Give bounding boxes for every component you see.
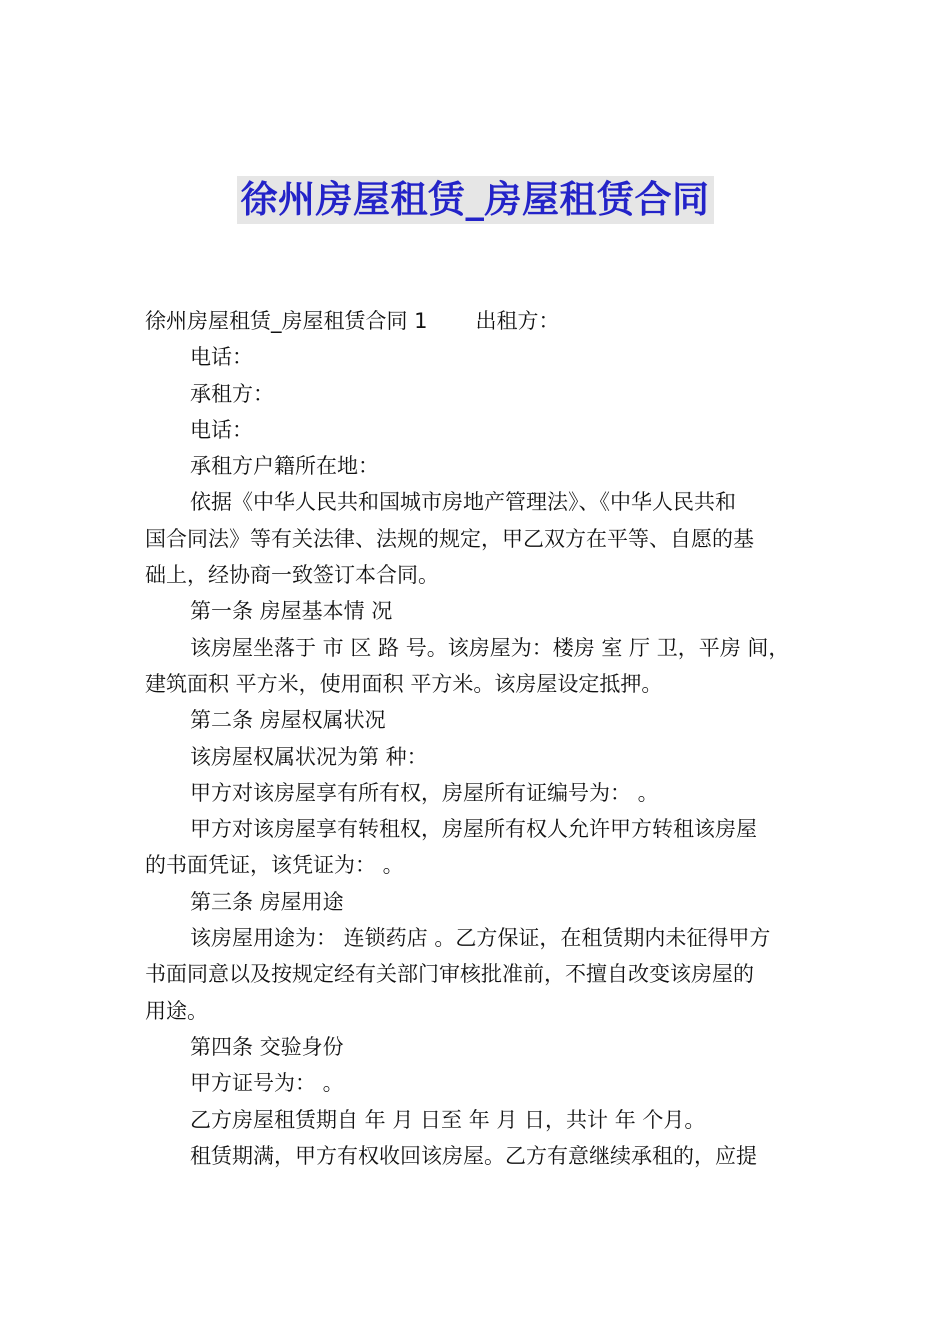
paragraph-line: 用途。 — [145, 998, 208, 1023]
paragraph-line: 乙方房屋租赁期自 年 月 日至 年 月 日，共计 年 个月。 — [190, 1107, 706, 1132]
title-container — [0, 176, 950, 224]
document-title: 徐州房屋租赁_房屋租赁合同 — [237, 176, 714, 224]
paragraph-line: 书面同意以及按规定经有关部门审核批准前，不擅自改变该房屋的 — [145, 962, 754, 987]
paragraph-line: 甲方对该房屋享有所有权，房屋所有证编号为： 。 — [190, 780, 659, 805]
lessor-label: 出租方： — [475, 309, 560, 333]
section-heading: 第二条 房屋权属状况 — [190, 708, 386, 733]
paragraph-line: 电话： — [190, 345, 253, 370]
paragraph-line: 础上，经协商一致签订本合同。 — [145, 563, 439, 588]
paragraph-line: 的书面凭证，该凭证为： 。 — [145, 853, 404, 878]
subtitle: 徐州房屋租赁_房屋租赁合同 1 — [145, 309, 428, 333]
paragraph-line: 依据《中华人民共和国城市房地产管理法》、《中华人民共和 — [190, 490, 736, 515]
heading-line — [145, 303, 810, 339]
paragraph-line: 承租方： — [190, 381, 274, 406]
paragraph-line: 承租方户籍所在地： — [190, 454, 379, 479]
section-heading: 第三条 房屋用途 — [190, 889, 344, 914]
paragraph-line: 甲方证号为： 。 — [190, 1071, 344, 1096]
paragraph-line: 该房屋坐落于 市 区 路 号。该房屋为：楼房 室 厅 卫，平房 间， — [190, 635, 790, 660]
section-heading: 第一条 房屋基本情 况 — [190, 599, 393, 624]
paragraph-line: 该房屋用途为： 连锁药店 。乙方保证，在租赁期内未征得甲方 — [190, 926, 771, 951]
document-body — [145, 303, 810, 1174]
paragraph-line: 甲方对该房屋享有转租权，房屋所有权人允许甲方转租该房屋 — [190, 817, 757, 842]
paragraph-line: 租赁期满，甲方有权收回该房屋。乙方有意继续承租的，应提 — [190, 1143, 757, 1168]
paragraph-line: 建筑面积 平方米，使用面积 平方米。该房屋设定抵押。 — [145, 671, 663, 696]
section-heading: 第四条 交验身份 — [190, 1034, 344, 1059]
paragraph-line: 电话： — [190, 417, 253, 442]
paragraph-line: 国合同法》等有关法律、法规的规定，甲乙双方在平等、自愿的基 — [145, 526, 754, 551]
paragraph-line: 该房屋权属状况为第 种： — [190, 744, 428, 769]
